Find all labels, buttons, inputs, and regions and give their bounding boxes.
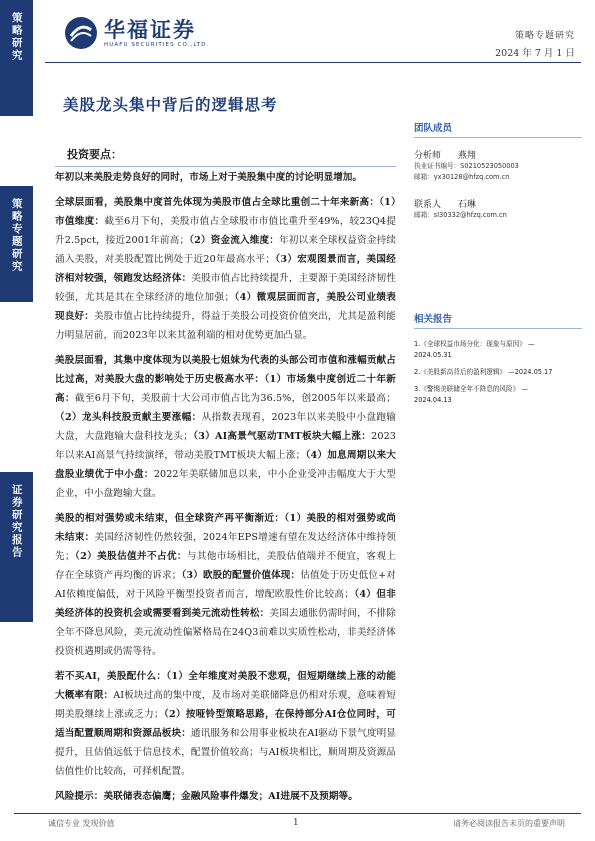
risk-warning: 风险提示：美联储表态偏鹰；金融风险事件爆发；AI进展不及预期等。 — [55, 791, 358, 802]
related-report-title[interactable]: 2.《美股新高背后的盈利逻辑》 —2024.05.17 — [414, 368, 553, 376]
sidebar-tag-strategy-topic-label: 策略专题研究 — [10, 198, 23, 273]
brand-name-en: HUAFU SECURITIES CO.,LTD. — [104, 41, 210, 48]
paragraph-global: 全球层面看，美股集中度首先体现为美股市值占全球比重创二十年来新高：（1）市值维度：截至6月下旬，美股市值占全球股市市值比重升至49%，较23Q4提升2.5pct，接近2001年前高；（2）资金流入维度：年初以来全球权益资金持续涌入美股，对美股配置比例处于近20年最高水平；（3）宏观图景而言，美国经济相对较强，领跑发达经济体：美股市值占比持续提升，主要源于美国经济韧性较强，尤其是其在全球经济的地位加强；（4）微观层面而言，美股公司业绩表现良好：美股市值占比持续提升，得益于美股公司投资价值突出，尤其是盈利能力明显居前，而2023年以来其盈利端的相对优势更加凸显。 — [55, 197, 397, 341]
sidebar-tag-report-label: 证券研究报告 — [10, 484, 23, 559]
related-report-item[interactable] — [414, 339, 582, 361]
report-date: 2024 年 7 月 1 日 — [495, 48, 575, 59]
footer-divider — [14, 813, 581, 814]
key-points-divider — [55, 166, 396, 167]
team-heading: 团队成员 — [414, 120, 582, 138]
brand-logo — [64, 16, 209, 50]
paragraph-us-equity: 美股层面看，其集中度体现为以美股七姐妹为代表的头部公司市值和涨幅贡献占比过高，对美股大盘的影响处于历史极高水平：（1）市场集中度创近二十年新高：截至6月下旬，美股前十大公司市值占比为36.5%，创2005年以来最高；（2）龙头科技股贡献主要涨幅：从指数表现看，2023年以来美股中小盘跑输大盘，大盘跑输大盘科技龙头；（3）AI高景气驱动TMT板块大幅上涨：2023年以来AI高景气持续演绎，带动美股TMT板块大幅上涨；（4）加息周期以来大盘股业绩优于中小盘：2022年美联储加息以来，中小企业受冲击幅度大于大型企业，中小盘跑输大盘。 — [55, 355, 397, 499]
member-email[interactable]: 邮箱：sl30332@hfzq.com.cn — [414, 211, 507, 219]
main-content — [55, 146, 396, 812]
page-number: 1 — [293, 818, 299, 828]
left-sidebar — [0, 0, 33, 841]
member-email[interactable]: 邮箱：yx30128@hfzq.com.cn — [414, 173, 510, 181]
related-report-date: 2024.04.13 — [414, 396, 452, 404]
related-reports-heading: 相关报告 — [414, 311, 582, 329]
team-member — [414, 197, 582, 221]
member-cert: 执业证书编号：S0210523050003 — [414, 162, 519, 170]
paragraph-allocation: 若不买AI，美股配什么：（1）全年维度对美股不悲观，但短期继续上涨的动能大概率有限：AI板块过高的集中度，及市场对美联储降息仍相对乐观，意味着短期美股继续上涨或乏力；（2）按哑铃型策略思路，在保持部分AI仓位同时，可适当配置顺周期和资源品板块：通讯服务和公用事业板块在AI驱动下景气度明显提升，且估值远低于信息技术，配置价值较高；与AI板块相比，顺周期及资源品估值性价比较高，可择机配置。 — [55, 671, 396, 777]
footer-slogan: 诚信专业 发现价值 — [48, 819, 115, 828]
page-title: 美股龙头集中背后的逻辑思考 — [63, 95, 278, 114]
related-report-title[interactable]: 1.《全球权益市场分化：现象与原因》 — — [414, 340, 535, 348]
sidebar-tag-strategy — [0, 0, 33, 116]
footer-disclaimer: 请务必阅读报告末页的重要声明 — [453, 819, 565, 828]
related-report-item[interactable] — [414, 367, 582, 378]
paragraph-rebalance: 美股的相对强势或未结束，但全球资产再平衡渐近：（1）美股的相对强势或尚未结束：美国经济韧性仍然较强，2024年EPS增速有望在发达经济体中维持领先；（2）美股估值并不占优：与其他市场相比，美股估值端并不便宜，客观上存在全球资产再均衡的诉求；（3）欧股的配置价值体现：估值处于历史低位+对AI依赖度偏低，对于风险平衡型投资者而言，增配欧股性价比较高；（4）但非美经济体的投资机会或需要看到美元流动性转松：美国去通胀仍需时间，不排除全年不降息风险，美元流动性偏紧格局在24Q3前难以实质性松动，非美经济体投资机遇期或仍需等待。 — [55, 513, 397, 657]
lead-sentence: 年初以来美股走势良好的同时，市场上对于美股集中度的讨论明显增加。 — [55, 172, 362, 183]
member-role: 分析师 — [414, 151, 442, 161]
related-report-title[interactable]: 3.《警惕美联储全年不降息的风险》 — — [414, 385, 528, 393]
related-report-item[interactable] — [414, 384, 582, 406]
sidebar-tag-strategy-topic — [0, 186, 33, 302]
report-type: 策略专题研究 — [514, 31, 575, 41]
member-role: 联系人 — [414, 200, 442, 210]
member-name: 石琳 — [457, 200, 476, 210]
header-divider — [45, 62, 581, 63]
huafu-logo-icon — [64, 16, 98, 50]
member-name: 燕翔 — [457, 151, 476, 161]
key-points-heading: 投资要点： — [67, 148, 122, 161]
sidebar-tag-report — [0, 472, 33, 622]
team-member — [414, 148, 582, 183]
sidebar-tag-strategy-label: 策略研究 — [10, 12, 23, 62]
right-column — [414, 120, 582, 412]
brand-name-cn: 华福证券 — [104, 17, 196, 42]
related-report-date: 2024.05.31 — [414, 351, 452, 359]
